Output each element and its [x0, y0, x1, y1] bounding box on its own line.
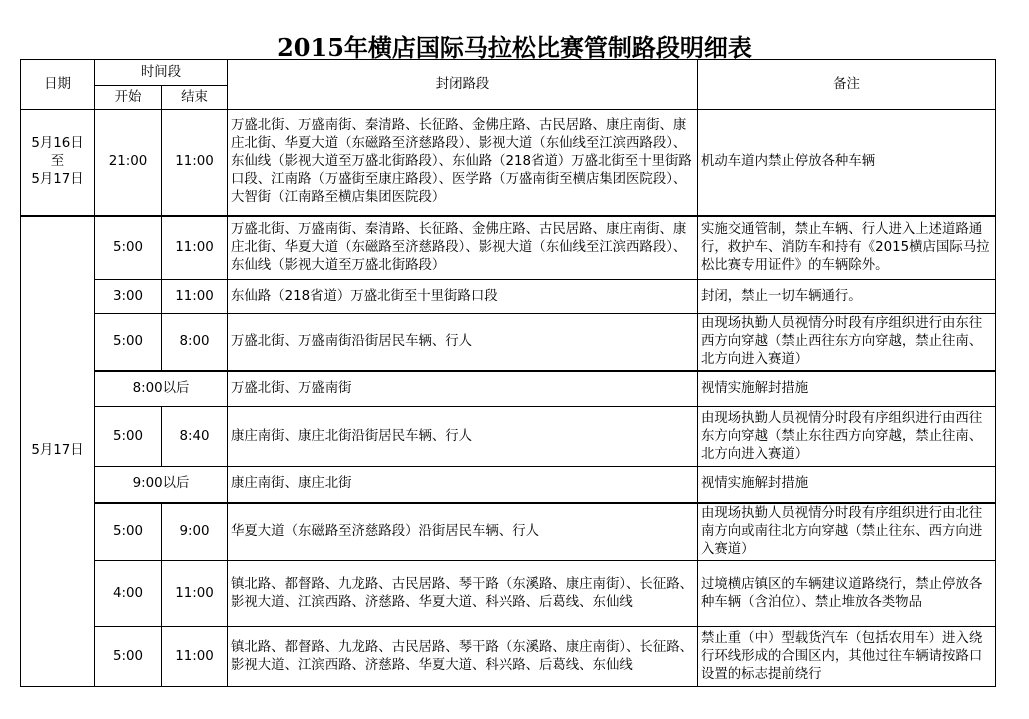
row-road: 康庄南街、康庄北街沿街居民车辆、行人 — [228, 407, 698, 467]
row-road: 华夏大道（东磁路至济慈路段）沿街居民车辆、行人 — [228, 503, 698, 561]
row-start: 3:00 — [95, 280, 162, 314]
row-note: 视情实施解封措施 — [698, 467, 996, 503]
row-end: 11:00 — [162, 627, 228, 687]
date-line: 5月16日 — [31, 136, 84, 152]
row-end: 11:00 — [162, 280, 228, 314]
row-start: 5:00 — [95, 503, 162, 561]
row-start: 4:00 — [95, 561, 162, 627]
table-row — [21, 280, 996, 314]
date-line: 5月17日 — [31, 172, 84, 188]
header-date: 日期 — [21, 60, 95, 110]
table-row — [21, 627, 996, 687]
table-row — [21, 407, 996, 467]
row-end: 11:00 — [162, 561, 228, 627]
row-note: 过境横店镇区的车辆建议道路绕行，禁止停放各种车辆（含泊位）、禁止堆放各类物品 — [698, 561, 996, 627]
row-start: 21:00 — [95, 110, 162, 216]
row-note: 由现场执勤人员视情分时段有序组织进行由东往西方向穿越（禁止西往东方向穿越，禁止往南、北方向进入赛道） — [698, 314, 996, 371]
row-end: 11:00 — [162, 216, 228, 280]
header-end: 结束 — [162, 86, 228, 110]
row-note: 实施交通管制，禁止车辆、行人进入上述道路通行，救护车、消防车和持有《2015横店国际马拉松比赛专用证件》的车辆除外。 — [698, 216, 996, 280]
row-road: 镇北路、都督路、九龙路、古民居路、琴干路（东溪路、康庄南街）、长征路、影视大道、江滨西路、济慈路、华夏大道、科兴路、后葛线、东仙线 — [228, 561, 698, 627]
row-note: 由现场执勤人员视情分时段有序组织进行由西往东方向穿越（禁止东往西方向穿越，禁止往南、北方向进入赛道） — [698, 407, 996, 467]
row-date: 5月17日 — [21, 216, 95, 687]
row-road: 万盛北街、万盛南街 — [228, 371, 698, 407]
row-note: 封闭，禁止一切车辆通行。 — [698, 280, 996, 314]
header-note: 备注 — [698, 60, 996, 110]
row-date — [21, 110, 95, 216]
row-end: 8:00 — [162, 314, 228, 371]
row-start: 5:00 — [95, 627, 162, 687]
row-end: 9:00 — [162, 503, 228, 561]
road-closure-table — [20, 59, 996, 687]
row-note: 机动车道内禁止停放各种车辆 — [698, 110, 996, 216]
table-row — [21, 561, 996, 627]
row-time-span: 9:00以后 — [95, 467, 228, 503]
table-row — [21, 110, 996, 216]
row-start: 5:00 — [95, 216, 162, 280]
row-note: 禁止重（中）型载货汽车（包括农用车）进入绕行环线形成的合围区内，其他过往车辆请按路口设置的标志提前绕行 — [698, 627, 996, 687]
table-row — [21, 503, 996, 561]
row-start: 5:00 — [95, 314, 162, 371]
row-note: 视情实施解封措施 — [698, 371, 996, 407]
header-road: 封闭路段 — [228, 60, 698, 110]
row-end: 8:40 — [162, 407, 228, 467]
date-line: 至 — [50, 154, 65, 170]
table-row — [21, 216, 996, 280]
table-row — [21, 467, 996, 503]
row-road: 镇北路、都督路、九龙路、古民居路、琴干路（东溪路、康庄南街）、长征路、影视大道、江滨西路、济慈路、华夏大道、科兴路、后葛线、东仙线 — [228, 627, 698, 687]
row-road: 万盛北街、万盛南街、秦清路、长征路、金佛庄路、古民居路、康庄南街、康庄北街、华夏大道（东磁路至济慈路段）、影视大道（东仙线至江滨西路段）、东仙线（影视大道至万盛北街路段）、东仙路（218省道）万盛北街至十里街路口段、江南路（万盛街至康庄路段）、医学路（万盛南街至横店集团医院段）、大智街（江南路至横店集团医院段） — [228, 110, 698, 216]
page-title: 2015年横店国际马拉松比赛管制路段明细表 — [277, 33, 752, 62]
header-time-period: 时间段 — [95, 60, 228, 86]
row-road: 万盛北街、万盛南街、秦清路、长征路、金佛庄路、古民居路、康庄南街、康庄北街、华夏大道（东磁路至济慈路段）、影视大道（东仙线至江滨西路段）、东仙线（影视大道至万盛北街路段） — [228, 216, 698, 280]
table-row — [21, 314, 996, 371]
row-time-span: 8:00以后 — [95, 371, 228, 407]
table-row — [21, 371, 996, 407]
row-road: 万盛北街、万盛南街沿街居民车辆、行人 — [228, 314, 698, 371]
row-end: 11:00 — [162, 110, 228, 216]
row-road: 东仙路（218省道）万盛北街至十里街路口段 — [228, 280, 698, 314]
header-start: 开始 — [95, 86, 162, 110]
row-start: 5:00 — [95, 407, 162, 467]
row-note: 由现场执勤人员视情分时段有序组织进行由北往南方向或南往北方向穿越（禁止往东、西方向进入赛道） — [698, 503, 996, 561]
row-road: 康庄南街、康庄北街 — [228, 467, 698, 503]
